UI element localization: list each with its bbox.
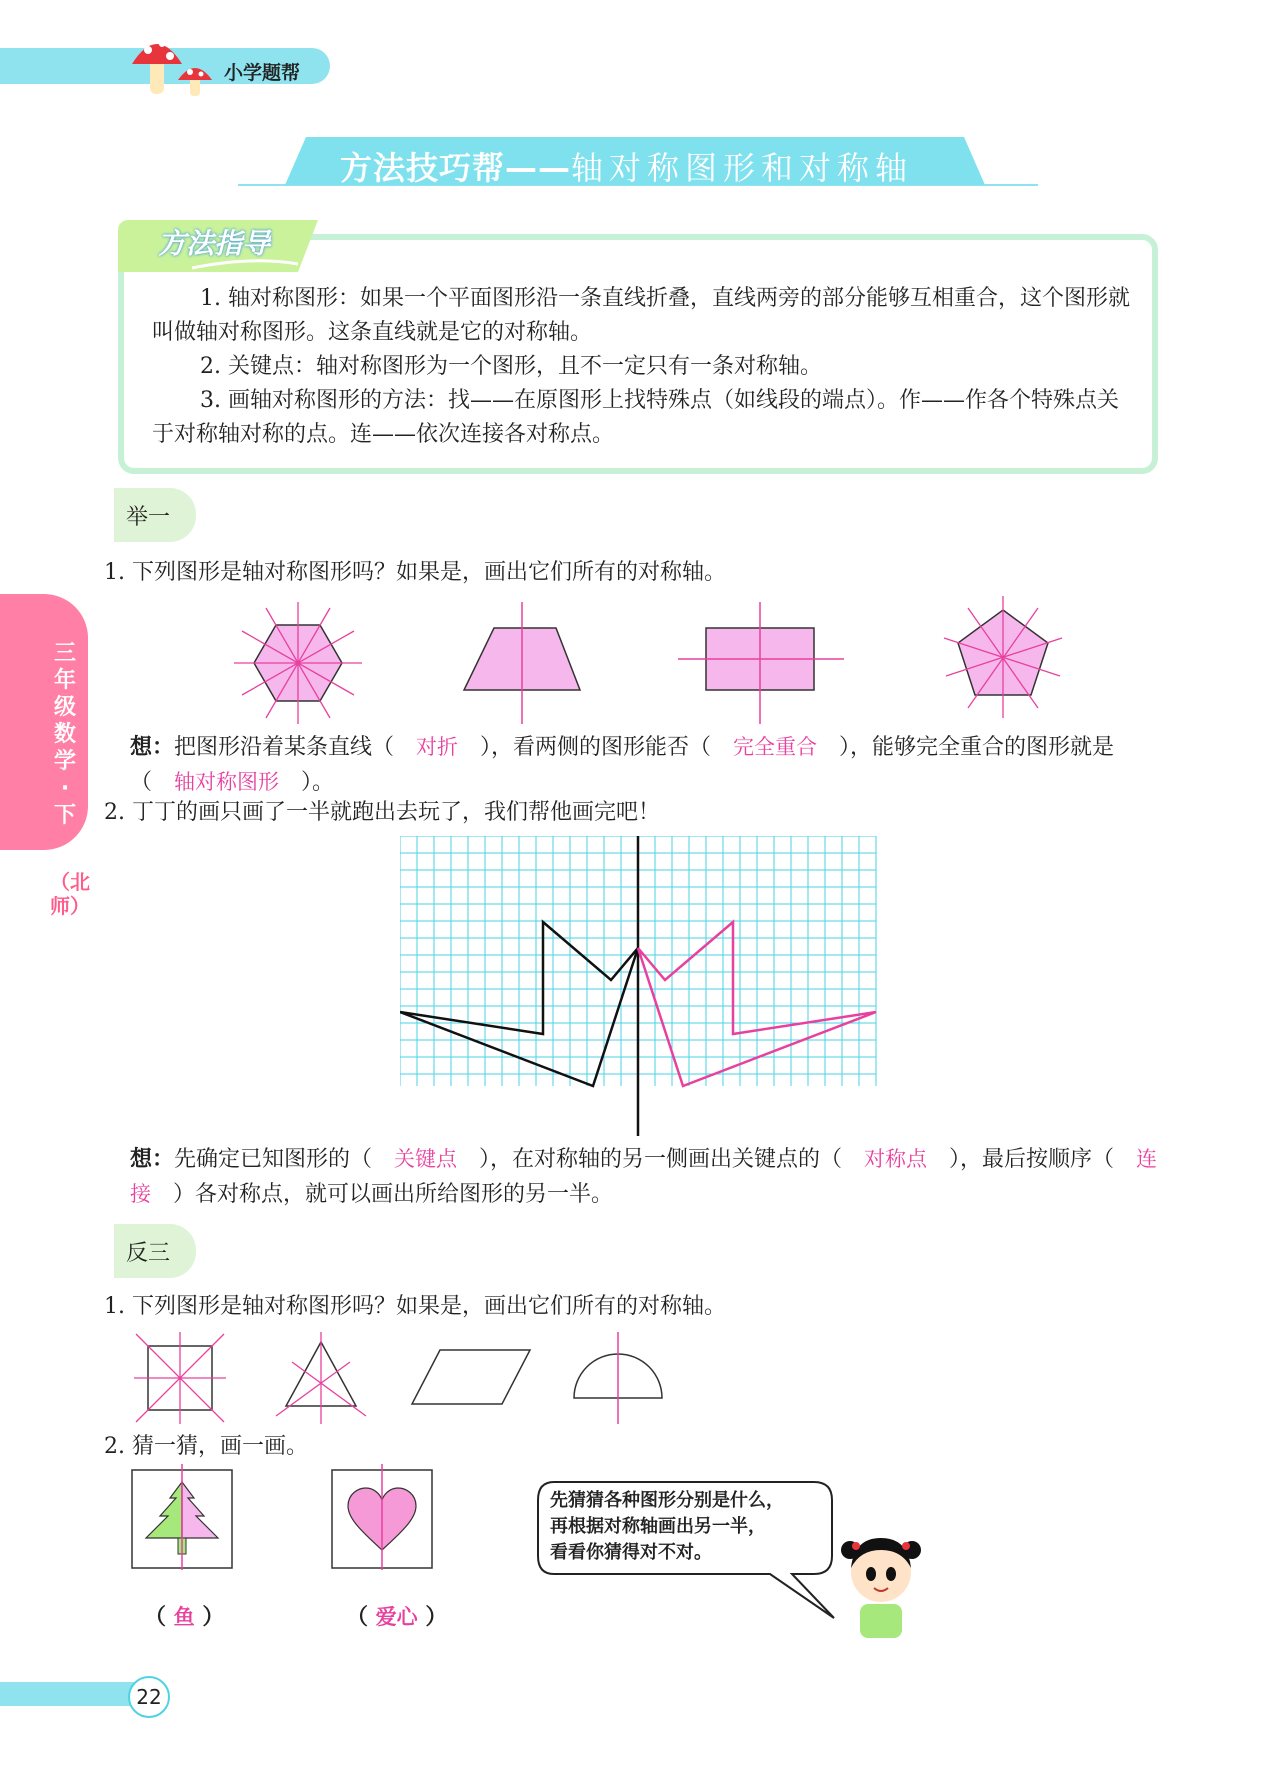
page-title [340,143,913,189]
think-text: 把图形沿着某条直线（ [174,735,395,760]
title-main: 方法技巧帮 [340,149,506,187]
pentagon-figure [938,592,1068,722]
think-text: ）。 [301,770,335,795]
think-text: ），在对称轴的另一侧画出关键点的（ [479,1147,843,1172]
triangle-figure [268,1328,374,1428]
think-text: ），最后按顺序（ [949,1147,1115,1172]
example-pill: 举一 [114,488,196,542]
brand-name: 小学题帮 [224,62,301,84]
fish-tree-figure [130,1464,234,1570]
think-text: ），看两侧的图形能否（ [480,735,712,760]
method-guide-label: 方法指导 [158,227,271,260]
guide-paragraph-2: 2. 关键点：轴对称图形为一个图形，且不一定只有一条对称轴。 [200,354,822,379]
practice-question-1: 1. 下列图形是轴对称图形吗？如果是，画出它们所有的对称轴。 [104,1294,726,1319]
guess-answer-1: （ 鱼 ） [144,1605,225,1630]
think-text: ）各对称点，就可以画出所给图形的另一半。 [173,1182,614,1207]
bubble-line: 看看你猜得对不对。 [550,1542,712,1563]
page-number: 22 [128,1676,170,1718]
hexagon-figure [228,598,368,728]
title-dash: —— [505,149,572,187]
answer-blank: 对折 [416,735,459,759]
bubble-text [550,1488,784,1566]
example-question-2: 2. 丁丁的画只画了一半就跑出去玩了，我们帮他画完吧！ [104,800,660,825]
side-edition-label: （北师） [50,870,90,918]
guide-paragraph-1: 1. 轴对称图形：如果一个平面图形沿一条直线折叠，直线两旁的部分能够互相重合，这个图形就叫做轴对称图形。这条直线就是它的对称轴。 [152,286,1130,345]
trapezoid-figure [460,598,590,728]
side-grade-label: 三年级数学·下 [53,641,76,828]
example-think-1 [130,730,1170,800]
example-think-2 [130,1142,1170,1212]
example-question-1: 1. 下列图形是轴对称图形吗？如果是，画出它们所有的对称轴。 [104,560,726,585]
bubble-line: 再根据对称轴画出另一半， [550,1516,766,1537]
parallelogram-figure [406,1342,536,1412]
think-prefix: 想： [130,734,175,760]
answer-fish: 鱼 [173,1605,195,1629]
rectangle-figure [676,598,846,728]
answer-heart: 爱心 [375,1605,418,1629]
think-prefix: 想： [130,1146,175,1172]
bubble-line: 先猜猜各种图形分别是什么， [550,1490,784,1511]
footer-band [0,1682,140,1706]
answer-blank: 轴对称图形 [174,770,280,794]
title-sub: 轴对称图形和对称轴 [571,149,914,187]
guess-answer-2: （ 爱心 ） [346,1605,448,1630]
think-text: ），能够完全重合的图形就是（ [130,735,1115,795]
answer-blank: 对称点 [864,1147,928,1171]
answer-blank: 关键点 [394,1147,458,1171]
square-figure [130,1328,230,1428]
symmetry-grid-drawing [400,836,900,1136]
practice-question-2: 2. 猜一猜，画一画。 [104,1434,308,1459]
mushroom-logo-icon [128,30,220,100]
semicircle-figure [568,1328,668,1428]
think-text: 先确定已知图形的（ [174,1147,373,1172]
practice-pill: 反三 [114,1224,196,1278]
guide-paragraph-3: 3. 画轴对称图形的方法：找——在原图形上找特殊点（如线段的端点）。作——作各个特殊点关于对称轴对称的点。连——依次连接各对称点。 [152,388,1119,447]
answer-blank: 完全重合 [733,735,818,759]
heart-figure [330,1464,434,1570]
answer-blank: 连接 [130,1147,1158,1206]
swoosh-icon [190,256,300,272]
girl-character-icon [836,1520,926,1640]
